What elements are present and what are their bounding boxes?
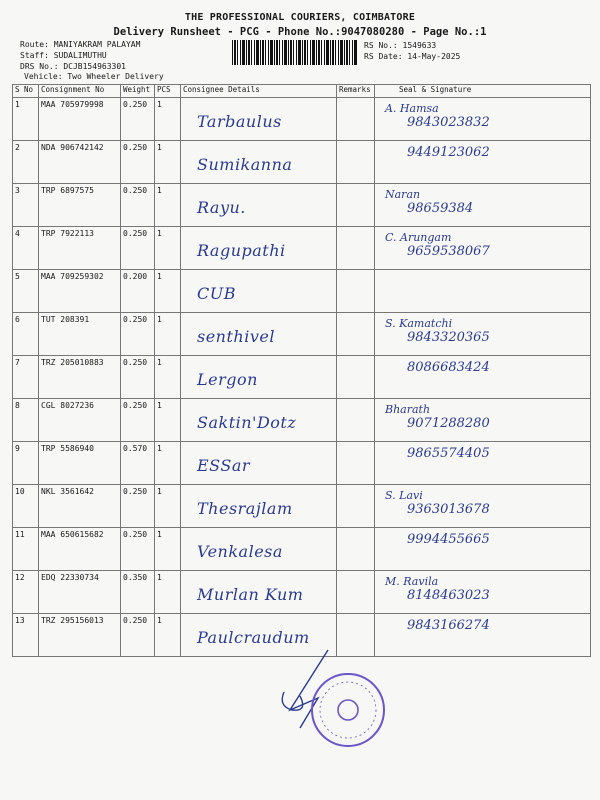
cell-signature	[375, 614, 591, 657]
consignee-handwriting: Venkalesa	[197, 542, 283, 561]
cell-weight: 0.250	[121, 227, 155, 270]
consignee-handwriting: CUB	[197, 284, 236, 303]
cell-remarks	[337, 270, 375, 313]
cell-consignee	[181, 270, 337, 313]
cell-signature	[375, 98, 591, 141]
col-header-sno: S No	[13, 85, 39, 98]
cell-weight: 0.350	[121, 571, 155, 614]
signature-name: C. Arungam	[385, 231, 452, 244]
consignee-handwriting: senthivel	[197, 327, 275, 346]
cell-remarks	[337, 485, 375, 528]
cell-consignee	[181, 528, 337, 571]
cell-consignment-no: TRZ 205010883	[39, 356, 121, 399]
signature-phone: 9994455665	[407, 532, 490, 547]
cell-sno: 13	[13, 614, 39, 657]
cell-consignment-no: TRP 6897575	[39, 184, 121, 227]
cell-sno: 12	[13, 571, 39, 614]
cell-consignment-no: NDA 906742142	[39, 141, 121, 184]
runsheet-table	[12, 84, 591, 657]
table-row	[13, 98, 591, 141]
cell-pcs: 1	[155, 227, 181, 270]
cell-consignee	[181, 399, 337, 442]
signature-name: A. Hamsa	[385, 102, 439, 115]
cell-signature	[375, 141, 591, 184]
table-row	[13, 528, 591, 571]
consignee-handwriting: Rayu.	[197, 198, 246, 217]
cell-pcs: 1	[155, 356, 181, 399]
col-header-consignee: Consignee Details	[181, 85, 337, 98]
cell-remarks	[337, 141, 375, 184]
cell-pcs: 1	[155, 442, 181, 485]
cell-signature	[375, 356, 591, 399]
cell-signature	[375, 571, 591, 614]
rs-date: RS Date: 14-May-2025	[364, 52, 461, 61]
cell-remarks	[337, 442, 375, 485]
signature-phone: 9363013678	[407, 502, 490, 517]
cell-pcs: 1	[155, 528, 181, 571]
cell-signature	[375, 528, 591, 571]
cell-remarks	[337, 98, 375, 141]
table-row	[13, 442, 591, 485]
cell-weight: 0.250	[121, 614, 155, 657]
cell-pcs: 1	[155, 98, 181, 141]
cell-consignment-no: MAA 650615682	[39, 528, 121, 571]
cell-remarks	[337, 184, 375, 227]
cell-consignee	[181, 184, 337, 227]
staff-text: Staff: SUDALIMUTHU	[20, 51, 107, 60]
cell-pcs: 1	[155, 614, 181, 657]
signature-phone: 8086683424	[407, 360, 490, 375]
table-row	[13, 399, 591, 442]
cell-weight: 0.250	[121, 141, 155, 184]
route-text: Route: MANIYAKRAM PALAYAM	[20, 40, 141, 49]
barcode	[232, 40, 358, 65]
cell-signature	[375, 227, 591, 270]
signature-phone: 98659384	[407, 201, 474, 216]
signature-phone: 9843023832	[407, 115, 490, 130]
cell-sno: 7	[13, 356, 39, 399]
cell-sno: 8	[13, 399, 39, 442]
cell-sno: 1	[13, 98, 39, 141]
cell-consignee	[181, 485, 337, 528]
signature-phone: 8148463023	[407, 588, 490, 603]
cell-weight: 0.200	[121, 270, 155, 313]
cell-signature	[375, 485, 591, 528]
cell-sno: 11	[13, 528, 39, 571]
cell-signature	[375, 270, 591, 313]
table-row	[13, 313, 591, 356]
cell-sno: 6	[13, 313, 39, 356]
cell-pcs: 1	[155, 270, 181, 313]
cell-sno: 10	[13, 485, 39, 528]
signature-name: S. Kamatchi	[385, 317, 453, 330]
cell-remarks	[337, 528, 375, 571]
signature-name: Bharath	[385, 403, 431, 416]
col-header-consignment: Consignment No	[39, 85, 121, 98]
cell-signature	[375, 313, 591, 356]
cell-weight: 0.250	[121, 98, 155, 141]
cell-consignment-no: CGL 8027236	[39, 399, 121, 442]
signature-phone: 9843166274	[407, 618, 490, 633]
table-row	[13, 356, 591, 399]
table-row	[13, 184, 591, 227]
signature-phone: 9071288280	[407, 416, 490, 431]
cell-weight: 0.250	[121, 485, 155, 528]
cell-remarks	[337, 313, 375, 356]
document-title: THE PROFESSIONAL COURIERS, COIMBATORE	[184, 12, 416, 23]
consignee-handwriting: Murlan Kum	[197, 585, 304, 604]
col-header-pcs: PCS	[155, 85, 181, 98]
cell-consignment-no: TRP 7922113	[39, 227, 121, 270]
consignee-handwriting: Sumikanna	[197, 155, 293, 174]
cell-consignee	[181, 98, 337, 141]
cell-pcs: 1	[155, 141, 181, 184]
cell-consignee	[181, 141, 337, 184]
cell-remarks	[337, 356, 375, 399]
consignee-handwriting: Thesrajlam	[197, 499, 293, 518]
delivery-stamp	[270, 640, 400, 750]
cell-consignment-no: NKL 3561642	[39, 485, 121, 528]
col-header-signature: Seal & Signature	[375, 85, 591, 98]
cell-sno: 9	[13, 442, 39, 485]
consignee-handwriting: Tarbaulus	[197, 112, 282, 131]
cell-consignee	[181, 571, 337, 614]
table-row	[13, 270, 591, 313]
cell-remarks	[337, 571, 375, 614]
cell-consignment-no: TRZ 295156013	[39, 614, 121, 657]
cell-sno: 5	[13, 270, 39, 313]
cell-weight: 0.250	[121, 356, 155, 399]
signature-name: S. Lavi	[385, 489, 423, 502]
document-subtitle: Delivery Runsheet - PCG - Phone No.:9047080280 - Page No.:1	[113, 26, 487, 38]
signature-phone: 9449123062	[407, 145, 490, 160]
cell-remarks	[337, 227, 375, 270]
cell-pcs: 1	[155, 184, 181, 227]
cell-weight: 0.570	[121, 442, 155, 485]
table-row	[13, 227, 591, 270]
cell-consignment-no: EDQ 22330734	[39, 571, 121, 614]
cell-weight: 0.250	[121, 184, 155, 227]
cell-sno: 4	[13, 227, 39, 270]
cell-consignee	[181, 356, 337, 399]
signature-phone: 9843320365	[407, 330, 490, 345]
cell-consignment-no: TRP 5586940	[39, 442, 121, 485]
signature-phone: 9865574405	[407, 446, 490, 461]
table-row	[13, 571, 591, 614]
cell-consignment-no: MAA 709259302	[39, 270, 121, 313]
cell-consignment-no: MAA 705979998	[39, 98, 121, 141]
cell-signature	[375, 184, 591, 227]
cell-sno: 3	[13, 184, 39, 227]
consignee-handwriting: Lergon	[197, 370, 258, 389]
col-header-weight: Weight	[121, 85, 155, 98]
vehicle-text: Vehicle: Two Wheeler Delivery	[24, 72, 164, 81]
signature-phone: 9659538067	[407, 244, 490, 259]
cell-pcs: 1	[155, 313, 181, 356]
cell-signature	[375, 399, 591, 442]
cell-weight: 0.250	[121, 313, 155, 356]
drs-number: DRS No.: DCJB154963301	[20, 62, 126, 71]
signature-name: Naran	[385, 188, 421, 201]
cell-signature	[375, 442, 591, 485]
cell-consignee	[181, 442, 337, 485]
cell-remarks	[337, 399, 375, 442]
rs-number: RS No.: 1549633	[364, 41, 437, 50]
cell-pcs: 1	[155, 399, 181, 442]
cell-consignment-no: TUT 208391	[39, 313, 121, 356]
cell-consignee	[181, 227, 337, 270]
cell-weight: 0.250	[121, 528, 155, 571]
cell-sno: 2	[13, 141, 39, 184]
consignee-handwriting: Paulcraudum	[197, 628, 310, 647]
cell-weight: 0.250	[121, 399, 155, 442]
cell-pcs: 1	[155, 485, 181, 528]
signature-name: M. Ravila	[385, 575, 439, 588]
consignee-handwriting: Saktin'Dotz	[197, 413, 297, 432]
cell-pcs: 1	[155, 571, 181, 614]
table-row	[13, 485, 591, 528]
consignee-handwriting: ESSar	[197, 456, 251, 475]
cell-consignee	[181, 313, 337, 356]
col-header-remarks: Remarks	[337, 85, 375, 98]
table-header-row	[13, 85, 591, 98]
table-row	[13, 141, 591, 184]
consignee-handwriting: Ragupathi	[197, 241, 286, 260]
